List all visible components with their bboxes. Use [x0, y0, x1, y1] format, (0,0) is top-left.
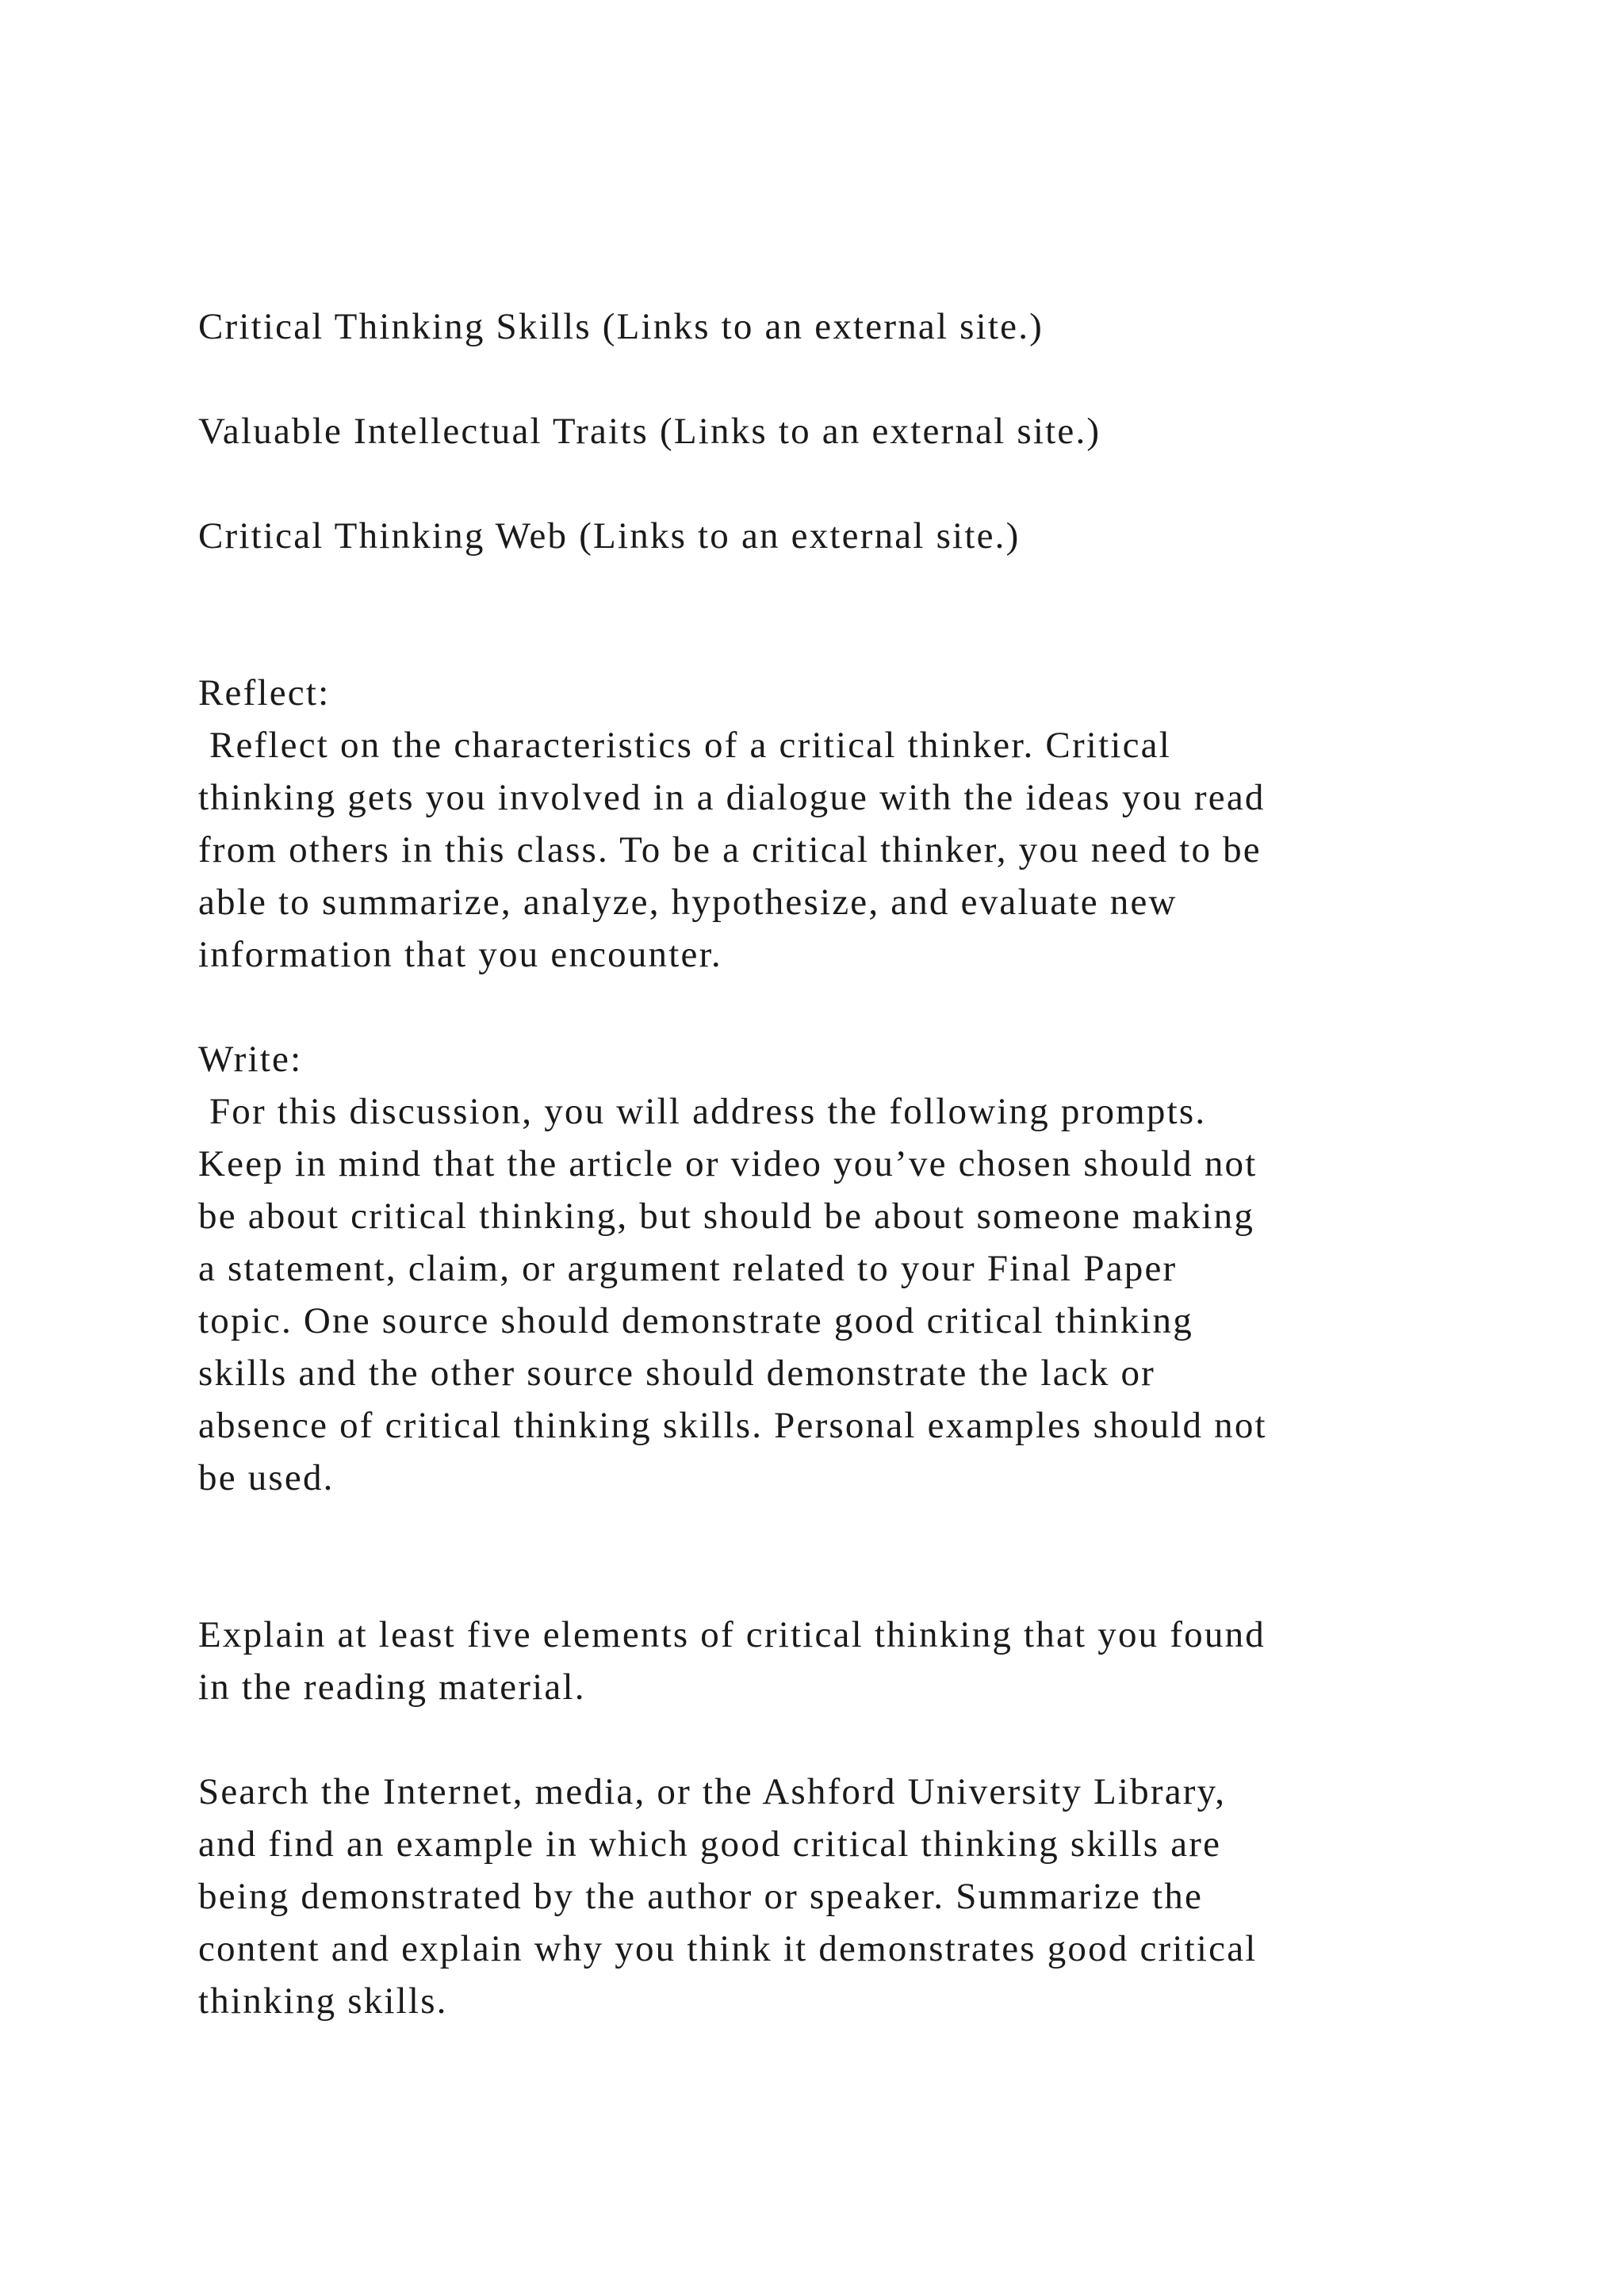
prompt-line: in the reading material. — [198, 1667, 586, 1708]
write-line: be about critical thinking, but should be about someone making — [198, 1196, 1255, 1237]
write-line: For this discussion, you will address the following prompts. — [198, 1091, 1207, 1132]
write-line: absence of critical thinking skills. Personal examples should not — [198, 1405, 1267, 1446]
write-heading: Write: — [198, 1039, 303, 1080]
reflect-heading: Reflect: — [198, 672, 331, 714]
reflect-line: from others in this class. To be a critical thinker, you need to be — [198, 829, 1262, 871]
reflect-line: information that you encounter. — [198, 934, 722, 975]
write-line: Keep in mind that the article or video you’ve chosen should not — [198, 1143, 1258, 1184]
prompt-line: being demonstrated by the author or speaker. Summarize the — [198, 1876, 1204, 1917]
link-valuable-intellectual-traits[interactable]: Valuable Intellectual Traits (Links to an external site.) — [198, 411, 1101, 452]
prompt-line: thinking skills. — [198, 1980, 448, 2022]
prompt-line: Explain at least five elements of critical thinking that you found — [198, 1614, 1266, 1655]
reflect-line: Reflect on the characteristics of a critical thinker. Critical — [198, 725, 1171, 766]
reflect-line: able to summarize, analyze, hypothesize, and evaluate new — [198, 882, 1178, 923]
write-line: skills and the other source should demonstrate the lack or — [198, 1353, 1156, 1394]
write-line: be used. — [198, 1457, 335, 1498]
write-line: a statement, claim, or argument related to your Final Paper — [198, 1248, 1178, 1289]
write-line: topic. One source should demonstrate good critical thinking — [198, 1300, 1193, 1341]
reflect-line: thinking gets you involved in a dialogue with the ideas you read — [198, 777, 1266, 818]
prompt-line: and find an example in which good critical thinking skills are — [198, 1823, 1222, 1865]
link-critical-thinking-web[interactable]: Critical Thinking Web (Links to an external site.) — [198, 515, 1021, 557]
link-critical-thinking-skills[interactable]: Critical Thinking Skills (Links to an external site.) — [198, 306, 1044, 347]
prompt-line: content and explain why you think it demonstrates good critical — [198, 1928, 1258, 1969]
prompt-line: Search the Internet, media, or the Ashford University Library, — [198, 1771, 1227, 1812]
